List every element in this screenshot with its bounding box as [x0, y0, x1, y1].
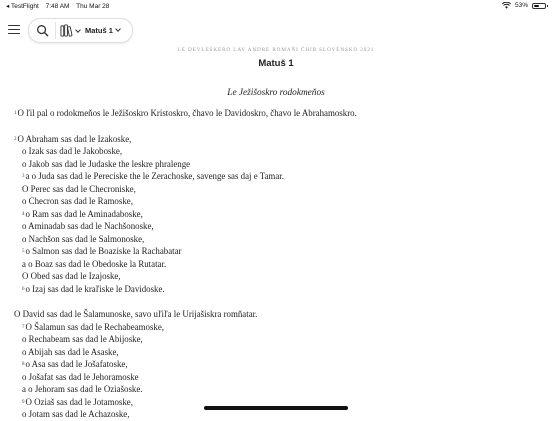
verse-line[interactable]	[14, 208, 539, 221]
chapter-title: Matuš 1	[258, 58, 294, 69]
verse-text: o Salmon sas dad le Boaziske la Rachabatar	[25, 246, 182, 256]
verse-text: o Ram sas dad le Aminadaboske,	[25, 208, 143, 219]
verse-line[interactable]	[14, 220, 539, 233]
translation-name: LE DEVLESKERO LAV ANDRE ROMAŇI ČHIB SLOVENSKO 2021	[177, 47, 375, 53]
chapter-text	[14, 107, 539, 421]
status-bar	[0, 0, 552, 12]
verse-line[interactable]	[14, 158, 539, 171]
verse-line[interactable]	[14, 170, 539, 183]
verse-text: o Nachšon sas dad le Salmonoske,	[22, 233, 145, 244]
verse-line[interactable]	[14, 358, 539, 371]
verse-text: o Jotam sas dad le Achazoske,	[22, 409, 130, 419]
verse-line[interactable]	[14, 346, 539, 359]
verse-line[interactable]	[14, 195, 539, 208]
battery-icon	[532, 3, 546, 9]
verse-line[interactable]	[14, 233, 539, 246]
verse-line[interactable]	[14, 258, 539, 271]
verse-number: 9	[22, 399, 25, 405]
toolbar-divider	[55, 22, 56, 39]
verse-number: 3	[22, 174, 25, 179]
verse-text: O Abraham sas dad le Izakoske,	[17, 133, 132, 144]
battery-percentage: 53%	[514, 2, 528, 9]
reader-toolbar	[28, 18, 133, 43]
verse-text: o Abijah sas dad le Asaske,	[22, 346, 119, 357]
verse-number: 7	[22, 324, 25, 330]
verse-number: 1	[14, 111, 17, 116]
verse-text: O Šalamun sas dad le Rechabeamoske,	[25, 321, 165, 332]
paragraph-break	[14, 120, 539, 133]
verse-text: a o Juda sas dad le Pereciske the le Zerachoske, savenge sas daj e Tamar.	[25, 171, 284, 181]
verse-text: O ľil pal o rodokmeňos le Ježišoskro Kristoskro, čhavo le Davidoskro, čhavo le Abrahamoskro.	[17, 108, 357, 118]
verse-text: a o Boaz sas dad le Obedoske la Rutatar.	[22, 258, 167, 269]
status-left	[6, 2, 114, 10]
verse-line[interactable]	[14, 245, 539, 258]
verse-line[interactable]	[14, 183, 539, 196]
section-heading: Le Ježišoskro rodokmeňos	[227, 88, 325, 98]
home-indicator[interactable]	[204, 406, 348, 410]
verse-text: O Obed sas dad le Izajoske,	[22, 271, 121, 281]
verse-line[interactable]	[14, 321, 539, 334]
chapter-selector-label: Matuš 1	[85, 26, 113, 35]
verse-number: 4	[22, 211, 25, 217]
verse-text: o Checron sas dad le Ramoske,	[22, 196, 133, 206]
verse-line[interactable]	[14, 107, 539, 120]
verse-text: O Perec sas dad le Checroniske,	[22, 183, 136, 194]
verse-line[interactable]	[14, 371, 539, 384]
wifi-icon	[502, 2, 511, 9]
chevron-down-icon	[115, 26, 121, 32]
chapter-selector[interactable]	[85, 24, 120, 37]
status-time: 7:48 AM	[45, 3, 70, 10]
verse-number: 5	[22, 249, 25, 254]
verse-text: o Izaj sas dad le kraľiske le Davidoske.	[25, 283, 165, 294]
books-icon	[60, 24, 73, 37]
verse-line[interactable]	[14, 308, 539, 321]
verse-line[interactable]	[14, 145, 539, 158]
verse-text: o Rechabeam sas dad le Abijoske,	[22, 334, 143, 344]
verse-line[interactable]	[14, 283, 539, 296]
status-right	[502, 2, 546, 9]
verse-line[interactable]	[14, 383, 539, 396]
search-icon[interactable]	[36, 24, 49, 37]
menu-button[interactable]	[6, 22, 22, 38]
verse-number: 2	[14, 136, 17, 142]
verse-text: O David sas dad le Šalamunoske, savo uľiľa le Urijašiskra romňatar.	[14, 309, 258, 319]
library-button[interactable]	[60, 23, 80, 38]
verse-line[interactable]	[14, 133, 539, 146]
chevron-down-icon	[75, 27, 81, 33]
verse-line[interactable]	[14, 270, 539, 283]
status-date: Thu Mar 28	[76, 3, 110, 10]
paragraph-break	[14, 295, 539, 308]
verse-number: 6	[22, 286, 25, 292]
verse-text: o Asa sas dad le Jošafatoske,	[25, 359, 128, 369]
verse-text: o Jakob sas dad le Judaske the leskre phralenge	[22, 158, 191, 169]
verse-text: o Izak sas dad le Jakoboske,	[22, 146, 123, 156]
verse-line[interactable]	[14, 333, 539, 346]
verse-text: O Oziaš sas dad le Jotamoske,	[25, 396, 133, 407]
verse-text: a o Jehoram sas dad le Oziašoske.	[22, 384, 143, 394]
verse-text: o Jošafat sas dad le Jehoramoske	[22, 371, 139, 382]
back-to-app-link[interactable]: ◂ TestFlight	[6, 3, 39, 10]
verse-text: o Aminadab sas dad le Nachšonoske,	[22, 221, 154, 231]
verse-number: 8	[22, 362, 25, 367]
